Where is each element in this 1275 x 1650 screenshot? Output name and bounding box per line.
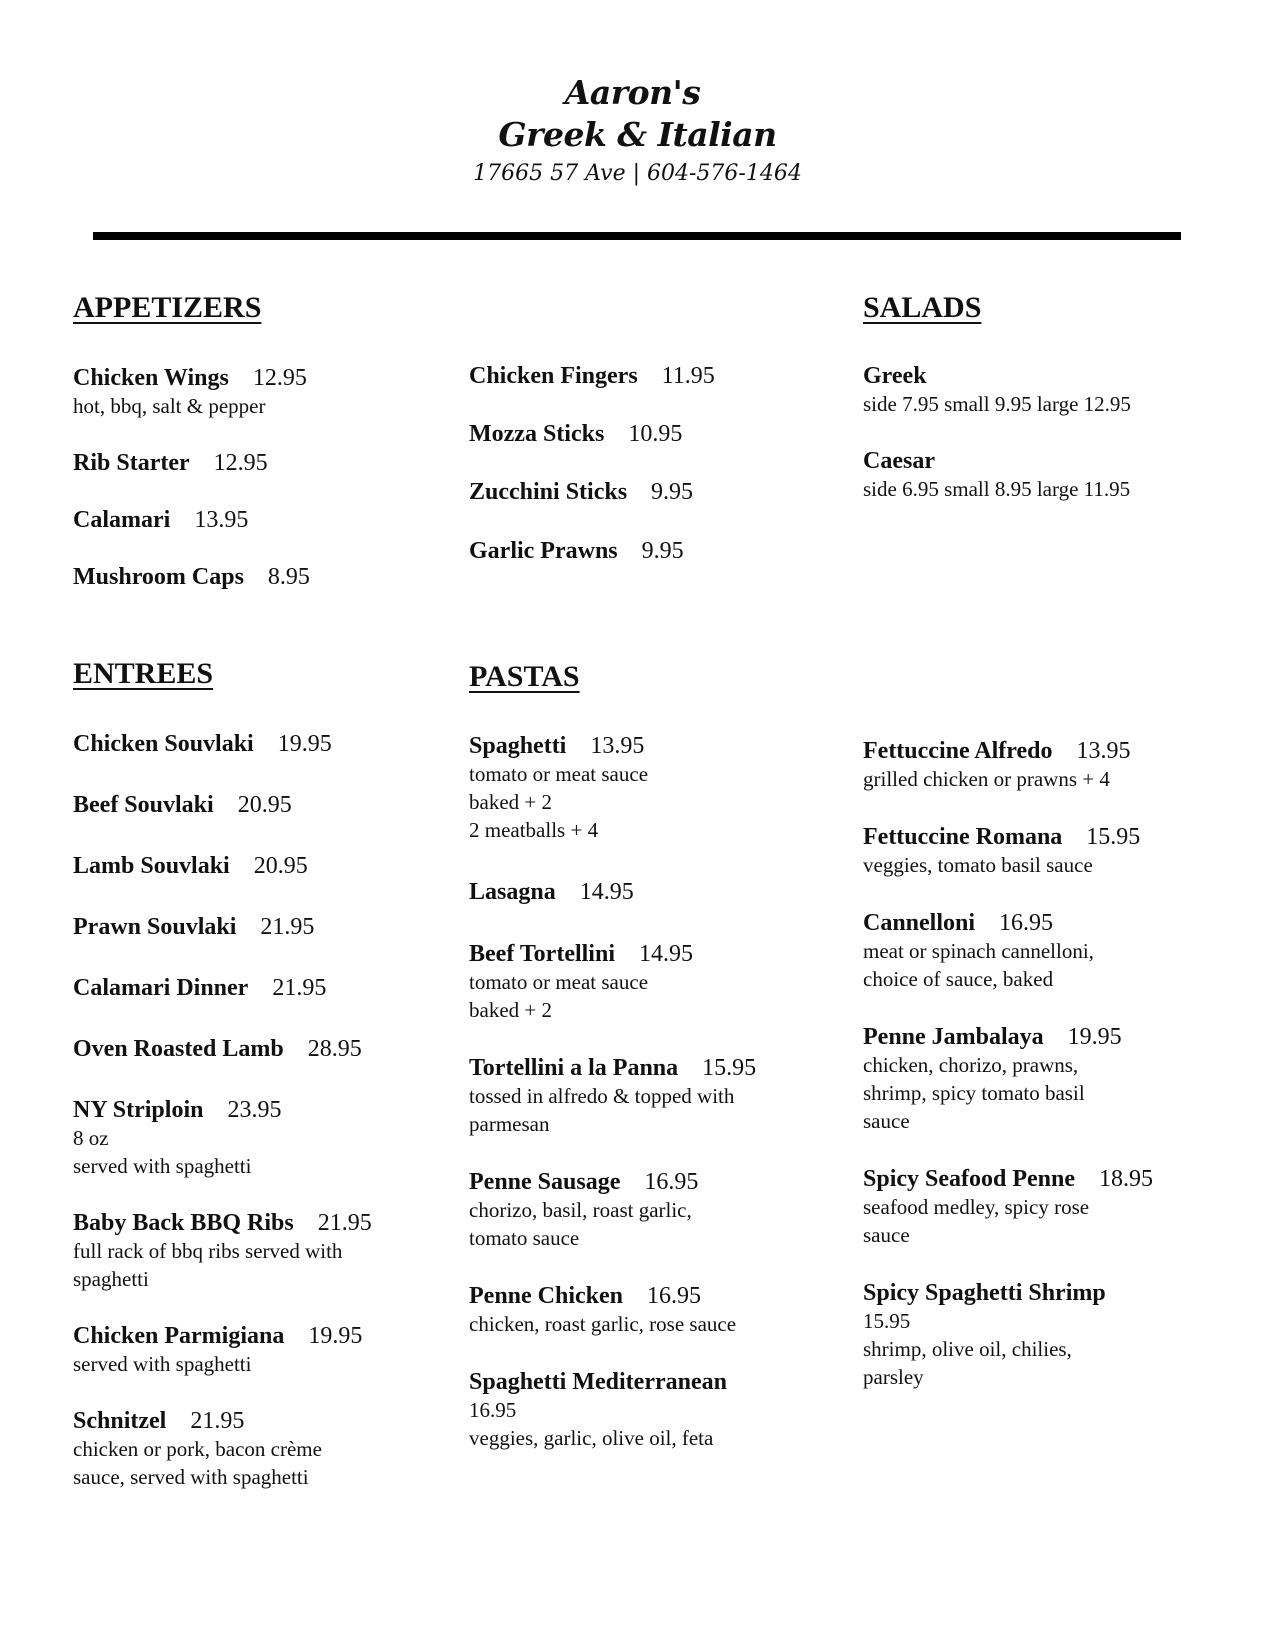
section-heading-salads: SALADS	[863, 291, 982, 324]
menu-item-name: Rib Starter	[73, 450, 190, 476]
menu-item-title-line	[73, 791, 453, 819]
menu-item-title-line	[469, 1368, 849, 1396]
menu-item-description-line: shrimp, olive oil, chilies,	[863, 1337, 1072, 1361]
menu-item-price: 9.95	[651, 479, 694, 505]
menu-item	[73, 449, 443, 477]
menu-item-title-line	[863, 823, 1263, 851]
pastas-column-1	[469, 732, 849, 1452]
menu-item-title-line	[73, 1322, 453, 1350]
menu-item-name: Chicken Souvlaki	[73, 731, 254, 757]
menu-item-title-line	[73, 974, 453, 1002]
menu-item-title-line	[863, 909, 1263, 937]
menu-item	[863, 447, 1263, 503]
menu-item-name: Chicken Fingers	[469, 363, 638, 389]
menu-item-title-line	[469, 420, 839, 448]
menu-item-name: Fettuccine Alfredo	[863, 738, 1053, 764]
menu-item	[863, 1165, 1263, 1249]
menu-item-description	[469, 1196, 849, 1252]
menu-item-description	[863, 475, 1263, 503]
menu-item-price: 15.95	[1086, 824, 1141, 850]
menu-item-price: 19.95	[1067, 1024, 1122, 1050]
menu-item	[863, 909, 1263, 993]
menu-item-description	[73, 1435, 453, 1491]
menu-item-name: Chicken Wings	[73, 365, 229, 391]
menu-item-title-line	[469, 878, 849, 906]
menu-item-description-line: tomato or meat sauce	[469, 970, 649, 994]
menu-item-description	[469, 1310, 849, 1338]
menu-item	[469, 362, 839, 390]
menu-item-description-line: hot, bbq, salt & pepper	[73, 394, 266, 418]
header-divider	[93, 232, 1181, 240]
menu-item-name: Baby Back BBQ Ribs	[73, 1210, 294, 1236]
menu-item	[73, 1096, 453, 1180]
menu-item-title-line	[469, 478, 839, 506]
menu-item-name: Spaghetti Mediterranean	[469, 1369, 727, 1395]
menu-item-description-line: baked + 2	[469, 790, 552, 814]
menu-item-price: 12.95	[213, 450, 268, 476]
menu-item-title-line	[863, 362, 1263, 390]
menu-item-price: 19.95	[277, 731, 332, 757]
menu-item-title-line	[469, 940, 849, 968]
menu-item-name: Beef Souvlaki	[73, 792, 214, 818]
menu-item-title-line	[469, 732, 849, 760]
menu-item-name: Schnitzel	[73, 1408, 167, 1434]
menu-item-description	[469, 1424, 849, 1452]
menu-item	[73, 974, 453, 1002]
menu-item-name: Cannelloni	[863, 910, 976, 936]
menu-item-price: 18.95	[1099, 1166, 1154, 1192]
menu-item	[73, 730, 453, 758]
menu-item	[73, 852, 453, 880]
menu-item-title-line	[73, 852, 453, 880]
menu-item-title-line	[469, 1168, 849, 1196]
menu-item-price: 21.95	[260, 914, 315, 940]
menu-item	[469, 1054, 849, 1138]
menu-item-description-line: chicken, chorizo, prawns,	[863, 1053, 1079, 1077]
appetizers-column-2	[469, 362, 839, 565]
menu-item-name: Mushroom Caps	[73, 564, 244, 590]
menu-item	[469, 537, 839, 565]
menu-item-name: Penne Sausage	[469, 1169, 621, 1195]
menu-item	[469, 732, 849, 844]
menu-item	[469, 878, 849, 906]
menu-item-title-line	[469, 1282, 849, 1310]
menu-item-description	[469, 1082, 849, 1138]
section-heading-appetizers: APPETIZERS	[73, 291, 262, 324]
menu-item-name: Caesar	[863, 448, 935, 474]
menu-item-description	[469, 760, 849, 844]
menu-item-description-line: 2 meatballs + 4	[469, 818, 599, 842]
menu-item-title-line	[73, 1096, 453, 1124]
menu-item-description	[863, 765, 1263, 793]
menu-item-description-line: shrimp, spicy tomato basil	[863, 1081, 1085, 1105]
menu-item-description-line: chorizo, basil, roast garlic,	[469, 1198, 692, 1222]
menu-item-price: 15.95	[702, 1055, 757, 1081]
menu-item-title-line	[73, 364, 443, 392]
menu-item-description-line: side 7.95 small 9.95 large 12.95	[863, 392, 1131, 416]
menu-item-price: 16.95	[644, 1169, 699, 1195]
menu-item	[863, 1023, 1263, 1135]
menu-item-description	[469, 968, 849, 1024]
menu-item	[863, 1279, 1263, 1391]
menu-item	[863, 823, 1263, 879]
menu-item-price: 13.95	[194, 507, 249, 533]
menu-item-description-line: choice of sauce, baked	[863, 967, 1054, 991]
menu-item-description	[73, 1350, 453, 1378]
menu-item	[863, 737, 1263, 793]
menu-item-price: 11.95	[661, 363, 715, 389]
menu-item-price: 9.95	[641, 538, 684, 564]
pastas-column-2	[863, 737, 1263, 1391]
section-heading-pastas: PASTAS	[469, 660, 580, 693]
menu-item-name: Spicy Seafood Penne	[863, 1166, 1076, 1192]
menu-item	[469, 478, 839, 506]
menu-item-description	[863, 851, 1263, 879]
menu-item-title-line	[73, 913, 453, 941]
menu-item-title-line	[863, 1023, 1263, 1051]
menu-item-description	[863, 1335, 1263, 1391]
menu-item	[469, 1168, 849, 1252]
menu-item-title-line	[73, 1407, 453, 1435]
menu-item-price: 19.95	[308, 1323, 363, 1349]
menu-item-description	[863, 937, 1263, 993]
menu-item-description-line: grilled chicken or prawns + 4	[863, 767, 1110, 791]
menu-item-name: Garlic Prawns	[469, 538, 618, 564]
menu-header	[0, 72, 1275, 192]
menu-item	[73, 563, 443, 591]
menu-item-name: Fettuccine Romana	[863, 824, 1063, 850]
menu-item-description-line: chicken, roast garlic, rose sauce	[469, 1312, 737, 1336]
menu-item-name: Penne Chicken	[469, 1283, 624, 1309]
menu-item-title-line	[73, 449, 443, 477]
menu-item	[73, 791, 453, 819]
menu-item-description-line: parmesan	[469, 1112, 550, 1136]
salads-column	[863, 362, 1263, 503]
menu-item-name: Penne Jambalaya	[863, 1024, 1044, 1050]
menu-item-price: 13.95	[1076, 738, 1131, 764]
menu-item	[73, 1407, 453, 1491]
menu-item-name: Tortellini a la Panna	[469, 1055, 679, 1081]
menu-item-description	[863, 1193, 1263, 1249]
menu-item-description-line: baked + 2	[469, 998, 552, 1022]
menu-item-name: NY Striploin	[73, 1097, 204, 1123]
menu-item-description-line: parsley	[863, 1365, 924, 1389]
menu-item-title-line	[469, 537, 839, 565]
menu-item	[73, 1035, 453, 1063]
menu-item-title-line	[73, 563, 443, 591]
menu-item	[73, 913, 453, 941]
menu-item-name: Calamari	[73, 507, 171, 533]
menu-item-title-line	[469, 362, 839, 390]
menu-item-price: 12.95	[252, 365, 307, 391]
menu-item-price: 20.95	[237, 792, 292, 818]
menu-item-description-line: served with spaghetti	[73, 1352, 252, 1376]
menu-item-price: 21.95	[190, 1408, 245, 1434]
menu-item-title-line	[73, 506, 443, 534]
menu-item-description	[73, 1237, 453, 1293]
menu-item-name: Calamari Dinner	[73, 975, 249, 1001]
menu-item-description-line: seafood medley, spicy rose	[863, 1195, 1090, 1219]
menu-item-price: 16.95	[469, 1398, 517, 1422]
menu-item-name: Lasagna	[469, 879, 556, 905]
menu-item-description	[73, 392, 443, 420]
menu-item-title-line	[469, 1054, 849, 1082]
menu-item-name: Prawn Souvlaki	[73, 914, 237, 940]
menu-item-title-line	[863, 1165, 1263, 1193]
menu-item-description-line: served with spaghetti	[73, 1154, 252, 1178]
menu-item-description-line: meat or spinach cannelloni,	[863, 939, 1094, 963]
menu-item-description	[73, 1124, 453, 1180]
menu-item-description-line: tomato or meat sauce	[469, 762, 649, 786]
menu-item-price: 15.95	[863, 1309, 911, 1333]
menu-item-name: Zucchini Sticks	[469, 479, 628, 505]
menu-item-name: Beef Tortellini	[469, 941, 615, 967]
menu-item-price: 8.95	[267, 564, 310, 590]
menu-item	[469, 420, 839, 448]
menu-item-description-line: spaghetti	[73, 1267, 149, 1291]
menu-item-name: Spicy Spaghetti Shrimp	[863, 1280, 1106, 1306]
menu-item	[73, 506, 443, 534]
appetizers-column-1	[73, 364, 443, 591]
section-heading-entrees: ENTREES	[73, 657, 214, 690]
menu-item	[469, 1282, 849, 1338]
restaurant-name-line1: Aaron's	[564, 73, 701, 112]
menu-item-price: 16.95	[999, 910, 1054, 936]
menu-item	[73, 1322, 453, 1378]
menu-item-price: 14.95	[639, 941, 693, 967]
menu-item-title-line	[73, 1209, 453, 1237]
menu-item-name: Lamb Souvlaki	[73, 853, 230, 879]
menu-item-name: Spaghetti	[469, 733, 567, 759]
menu-item-description	[863, 1051, 1263, 1135]
restaurant-name-line2: Greek & Italian	[498, 115, 777, 154]
menu-item	[73, 1209, 453, 1293]
menu-item-price: 14.95	[579, 879, 634, 905]
menu-item-price: 28.95	[307, 1036, 362, 1062]
menu-item-description-line: 8 oz	[73, 1126, 109, 1150]
menu-item-title-line	[73, 1035, 453, 1063]
menu-item-title-line	[863, 1279, 1263, 1307]
menu-item-name: Greek	[863, 363, 927, 389]
menu-item-description-line: veggies, garlic, olive oil, feta	[469, 1426, 714, 1450]
menu-item-price: 20.95	[253, 853, 308, 879]
menu-item-description	[863, 390, 1263, 418]
menu-item-description-line: tomato sauce	[469, 1226, 580, 1250]
menu-item-description-line: chicken or pork, bacon crème	[73, 1437, 322, 1461]
menu-item-description-line: sauce	[863, 1223, 910, 1247]
menu-item-price: 16.95	[647, 1283, 702, 1309]
menu-item-description-line: full rack of bbq ribs served with	[73, 1239, 343, 1263]
menu-item	[469, 940, 849, 1024]
menu-item	[863, 362, 1263, 418]
menu-item	[73, 364, 443, 420]
address-phone: 17665 57 Ave | 604-576-1464	[473, 161, 802, 186]
entrees-column	[73, 730, 453, 1491]
menu-item-description-line: side 6.95 small 8.95 large 11.95	[863, 477, 1131, 501]
menu-item-description-line: tossed in alfredo & topped with	[469, 1084, 735, 1108]
menu-item-title-line	[863, 737, 1263, 765]
menu-item-price: 23.95	[227, 1097, 282, 1123]
menu-item-price: 21.95	[272, 975, 327, 1001]
menu-item-title-line	[73, 730, 453, 758]
menu-item-price: 10.95	[628, 421, 683, 447]
menu-item-name: Oven Roasted Lamb	[73, 1036, 284, 1062]
menu-item	[469, 1368, 849, 1452]
menu-item-title-line	[863, 447, 1263, 475]
menu-item-description-line: sauce, served with spaghetti	[73, 1465, 309, 1489]
menu-item-description-line: veggies, tomato basil sauce	[863, 853, 1093, 877]
menu-item-price: 13.95	[590, 733, 645, 759]
menu-item-description-line: sauce	[863, 1109, 910, 1133]
menu-item-price: 21.95	[317, 1210, 372, 1236]
menu-item-name: Mozza Sticks	[469, 421, 605, 447]
menu-item-name: Chicken Parmigiana	[73, 1323, 285, 1349]
